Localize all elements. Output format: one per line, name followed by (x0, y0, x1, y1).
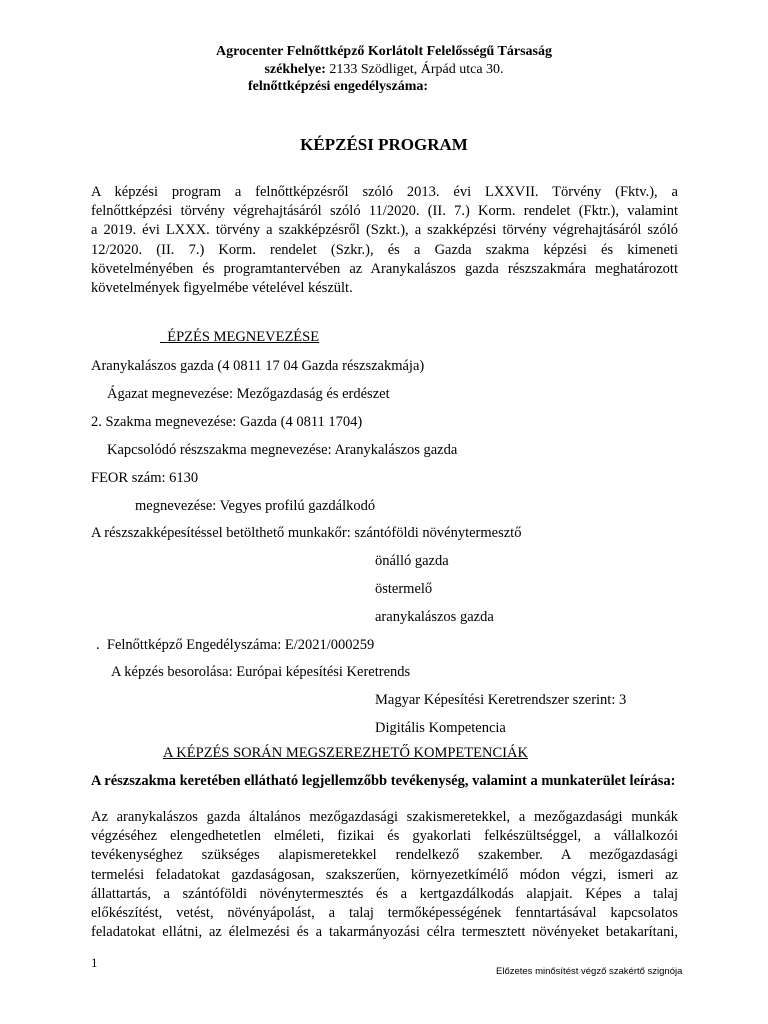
job-item: östermelő (375, 581, 433, 597)
section-heading-training (160, 329, 319, 346)
company-name: Agrocenter Felnőttképző Korlátolt Felelősségű Társaság (216, 44, 552, 59)
profession-name: 2. Szakma megnevezése: Gazda (4 0811 1704) (91, 414, 363, 430)
body-line: Az aranykalászos gazda általános mezőgazdasági szakismeretekkel, a mezőgazdasági munkák (91, 809, 678, 825)
body-line: tevékenységhez szükséges alapismeretekkel rendelkező szakember. A mezőgazdasági (91, 847, 678, 864)
training-classification: A képzés besorolása: Európai képesítési Keretrends (111, 664, 411, 680)
license-label: felnőttképzési engedélyszáma: (248, 79, 429, 94)
mkkr-level: Magyar Képesítési Keretrendszer szerint: 3 (375, 692, 627, 708)
digital-competence: Digitális Kompetencia (375, 720, 506, 736)
intro-line: követelmények figyelmébe vételével készült. (91, 279, 353, 296)
intro-line: A képzési program a felnőttképzésről szóló 2013. évi LXXVII. Törvény (Fktv.), a (91, 184, 678, 200)
section-heading-competencies: A KÉPZÉS SORÁN MEGSZEREZHETŐ KOMPETENCIÁK (163, 745, 528, 761)
related-subprofession: Kapcsolódó részszakma megnevezése: Aranykalászos gazda (107, 442, 458, 458)
intro-line: felnőttképzési törvény végrehajtásáról szóló 11/2020. (II. 7.) Korm. rendelet (Fktr.), valamint (91, 203, 678, 220)
seat-line (0, 62, 768, 78)
intro-line: 12/2020. (II. 7.) Korm. rendelet (Szkr.), és a Gazda szakma képzési és kimeneti (91, 241, 678, 258)
training-name: Aranykalászos gazda (4 0811 17 04 Gazda részszakmája) (91, 358, 425, 374)
body-line: végzéséhez elengedhetetlen elméleti, fizikai és gyakorlati felkészültséggel, a vállalkozói (91, 828, 678, 845)
training-license: . Felnőttképző Engedélyszáma: E/2021/000259 (96, 637, 375, 653)
intro-line: a 2019. évi LXXX. törvény a szakképzésről (Szkt.), a szakképzési törvény végrehajtásáról szóló (91, 222, 678, 239)
intro-paragraph (91, 183, 678, 298)
page-number: 1 (91, 955, 98, 970)
jobs-line: A részszakképesítéssel betölthető munkakőr: szántóföldi növénytermesztő (91, 525, 522, 541)
seat-label: székhelye: (264, 62, 326, 77)
body-paragraph (91, 808, 678, 942)
seat-value: 2133 Szödliget, Árpád utca 30. (325, 62, 504, 77)
feor-name: megnevezése: Vegyes profilú gazdálkodó (135, 498, 376, 514)
section-heading-text: ÉPZÉS MEGNEVEZÉSE (167, 329, 320, 345)
page-title: KÉPZÉSI PROGRAM (300, 135, 468, 154)
intro-line: követelményében és programtantervében az Aranykalászos gazda részszakmára meghatározott (91, 260, 678, 277)
feor-number: FEOR szám: 6130 (91, 470, 199, 486)
body-line: termelési feladatokat gazdaságosan, szakszerűen, környezetkímélő módon végzi, ismeri az (91, 866, 678, 883)
body-line: feladatokat ellátni, az élelmezési és a takarmányozási célra termesztett növényeket betakarítani, (91, 924, 678, 941)
job-item: önálló gazda (375, 553, 449, 569)
body-line: előkészítést, vetést, növényápolást, a talaj termőképességének fenntartásával kapcsolatos (91, 904, 678, 921)
signature-note: Előzetes minősítést végző szakértő szignója (496, 966, 683, 977)
job-item: aranykalászos gazda (375, 609, 494, 625)
section-subheading: A részszakma keretében ellátható legjellemzőbb tevékenység, valamint a munkaterület leírása: (91, 773, 676, 789)
sector-name: Ágazat megnevezése: Mezőgazdaság és erdészet (107, 386, 390, 402)
body-line: állattartás, a szántóföldi növénytermesztés és a kertgazdálkodás alapjait. Képes a talaj (91, 885, 678, 902)
